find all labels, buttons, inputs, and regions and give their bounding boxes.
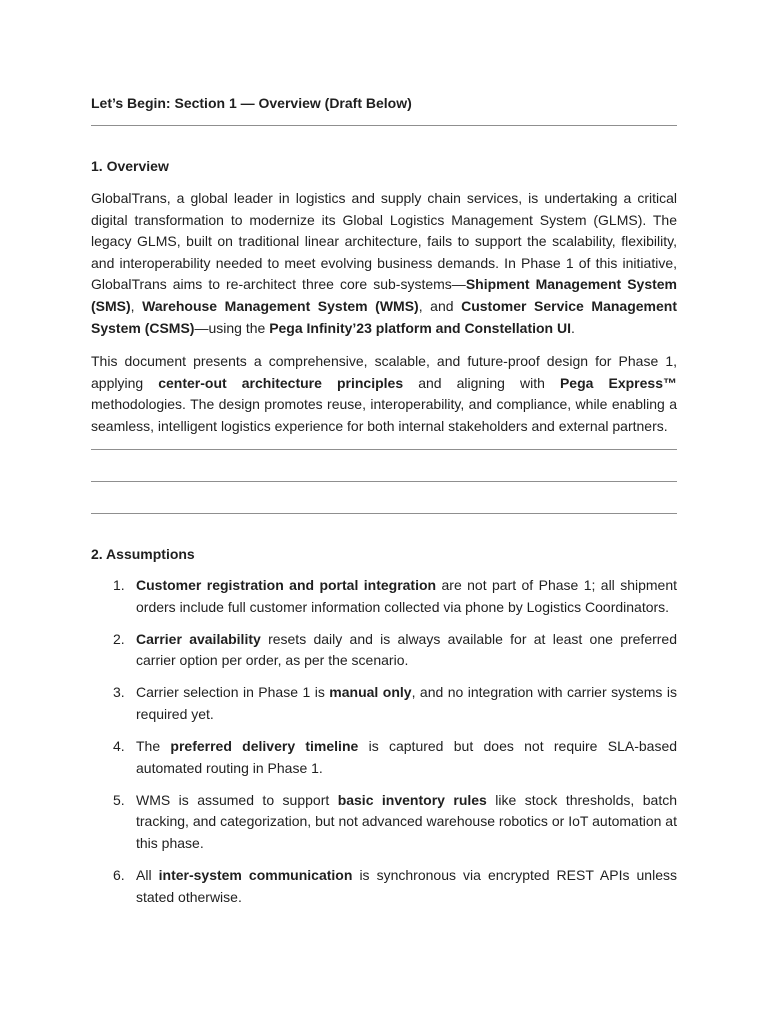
bold-text: basic inventory rules [337,791,487,808]
bold-text: preferred delivery timeline [170,738,359,755]
bold-sms: Shipment Management System (SMS) [91,276,678,314]
text-span: The [136,738,171,755]
assumptions-list [91,575,677,919]
overview-heading: 1. Overview [91,158,169,174]
text-span: . [571,319,575,336]
bold-text: manual only [329,684,412,701]
assumptions-heading: 2. Assumptions [91,546,195,562]
list-item [91,575,677,618]
list-number: 2. [113,630,125,647]
text-span: is captured but does not require SLA-based automated routing in Phase 1. [136,738,678,776]
text-span: All [136,867,159,884]
bold-pega-express: Pega Express™ [559,374,677,391]
bold-pega-platform: Pega Infinity’23 platform and Constellation UI [269,319,572,336]
bold-text: Customer registration and portal integration [136,577,437,593]
overview-paragraph-1 [91,188,677,339]
text-span: are not part of Phase 1; all shipment orders include full customer information collected via phone by Logistics Coordinators. [136,577,677,615]
list-item [91,629,677,672]
overview-paragraph-2 [91,351,677,437]
divider-2 [91,449,677,450]
text-span: is synchronous via encrypted REST APIs unless stated otherwise. [136,867,677,905]
text-span: and aligning with [403,374,560,391]
bold-csms: Customer Service Management System (CSMS) [91,297,677,336]
text-span: methodologies. The design promotes reuse, interoperability, and compliance, while enabling a seamless, intelligent logistics experience for both internal stakeholders and external partners. [91,396,677,434]
divider-3 [91,481,677,482]
list-item [91,790,677,855]
bold-wms: Warehouse Management System (WMS) [142,297,419,314]
bold-text: Carrier availability [136,630,261,647]
text-span: resets daily and is always available for at least one preferred carrier option per order, as per the scenario. [136,630,677,669]
list-item [91,736,677,779]
list-number: 6. [113,867,125,884]
intro-heading: Let’s Begin: Section 1 — Overview (Draft Below) [91,95,412,111]
text-span: GlobalTrans, a global leader in logistics and supply chain services, is undertaking a critical digital transformation to modernize its Global Logistics Management System (GLMS). The legacy GLMS, built on traditional linear architecture, fails to support the scalability, flexibility, and interoperability needed to meet evolving business demands. In Phase 1 of this initiative, GlobalTrans aims to re-architect three core sub-systems— [91,190,677,293]
text-span: WMS is assumed to support [136,791,338,808]
list-number: 5. [113,791,125,808]
divider-1 [91,125,677,126]
bold-text: inter-system communication [158,867,353,884]
text-span: like stock thresholds, batch tracking, and categorization, but not advanced warehouse robotics or IoT automation at this phase. [136,791,677,851]
text-span: —using the [194,319,270,336]
list-number: 3. [113,684,125,701]
list-number: 4. [113,738,125,755]
divider-4 [91,513,677,514]
list-item [91,865,677,908]
list-item [91,682,677,725]
text-span: , [130,297,143,314]
text-span: This document presents a comprehensive, scalable, and future-proof design for Phase 1, applying [91,353,677,391]
text-span: , and no integration with carrier systems is required yet. [136,684,677,722]
text-span: , and [418,297,462,314]
bold-center-out: center-out architecture principles [158,374,404,391]
text-span: Carrier selection in Phase 1 is [136,684,330,701]
list-number: 1. [113,577,125,593]
